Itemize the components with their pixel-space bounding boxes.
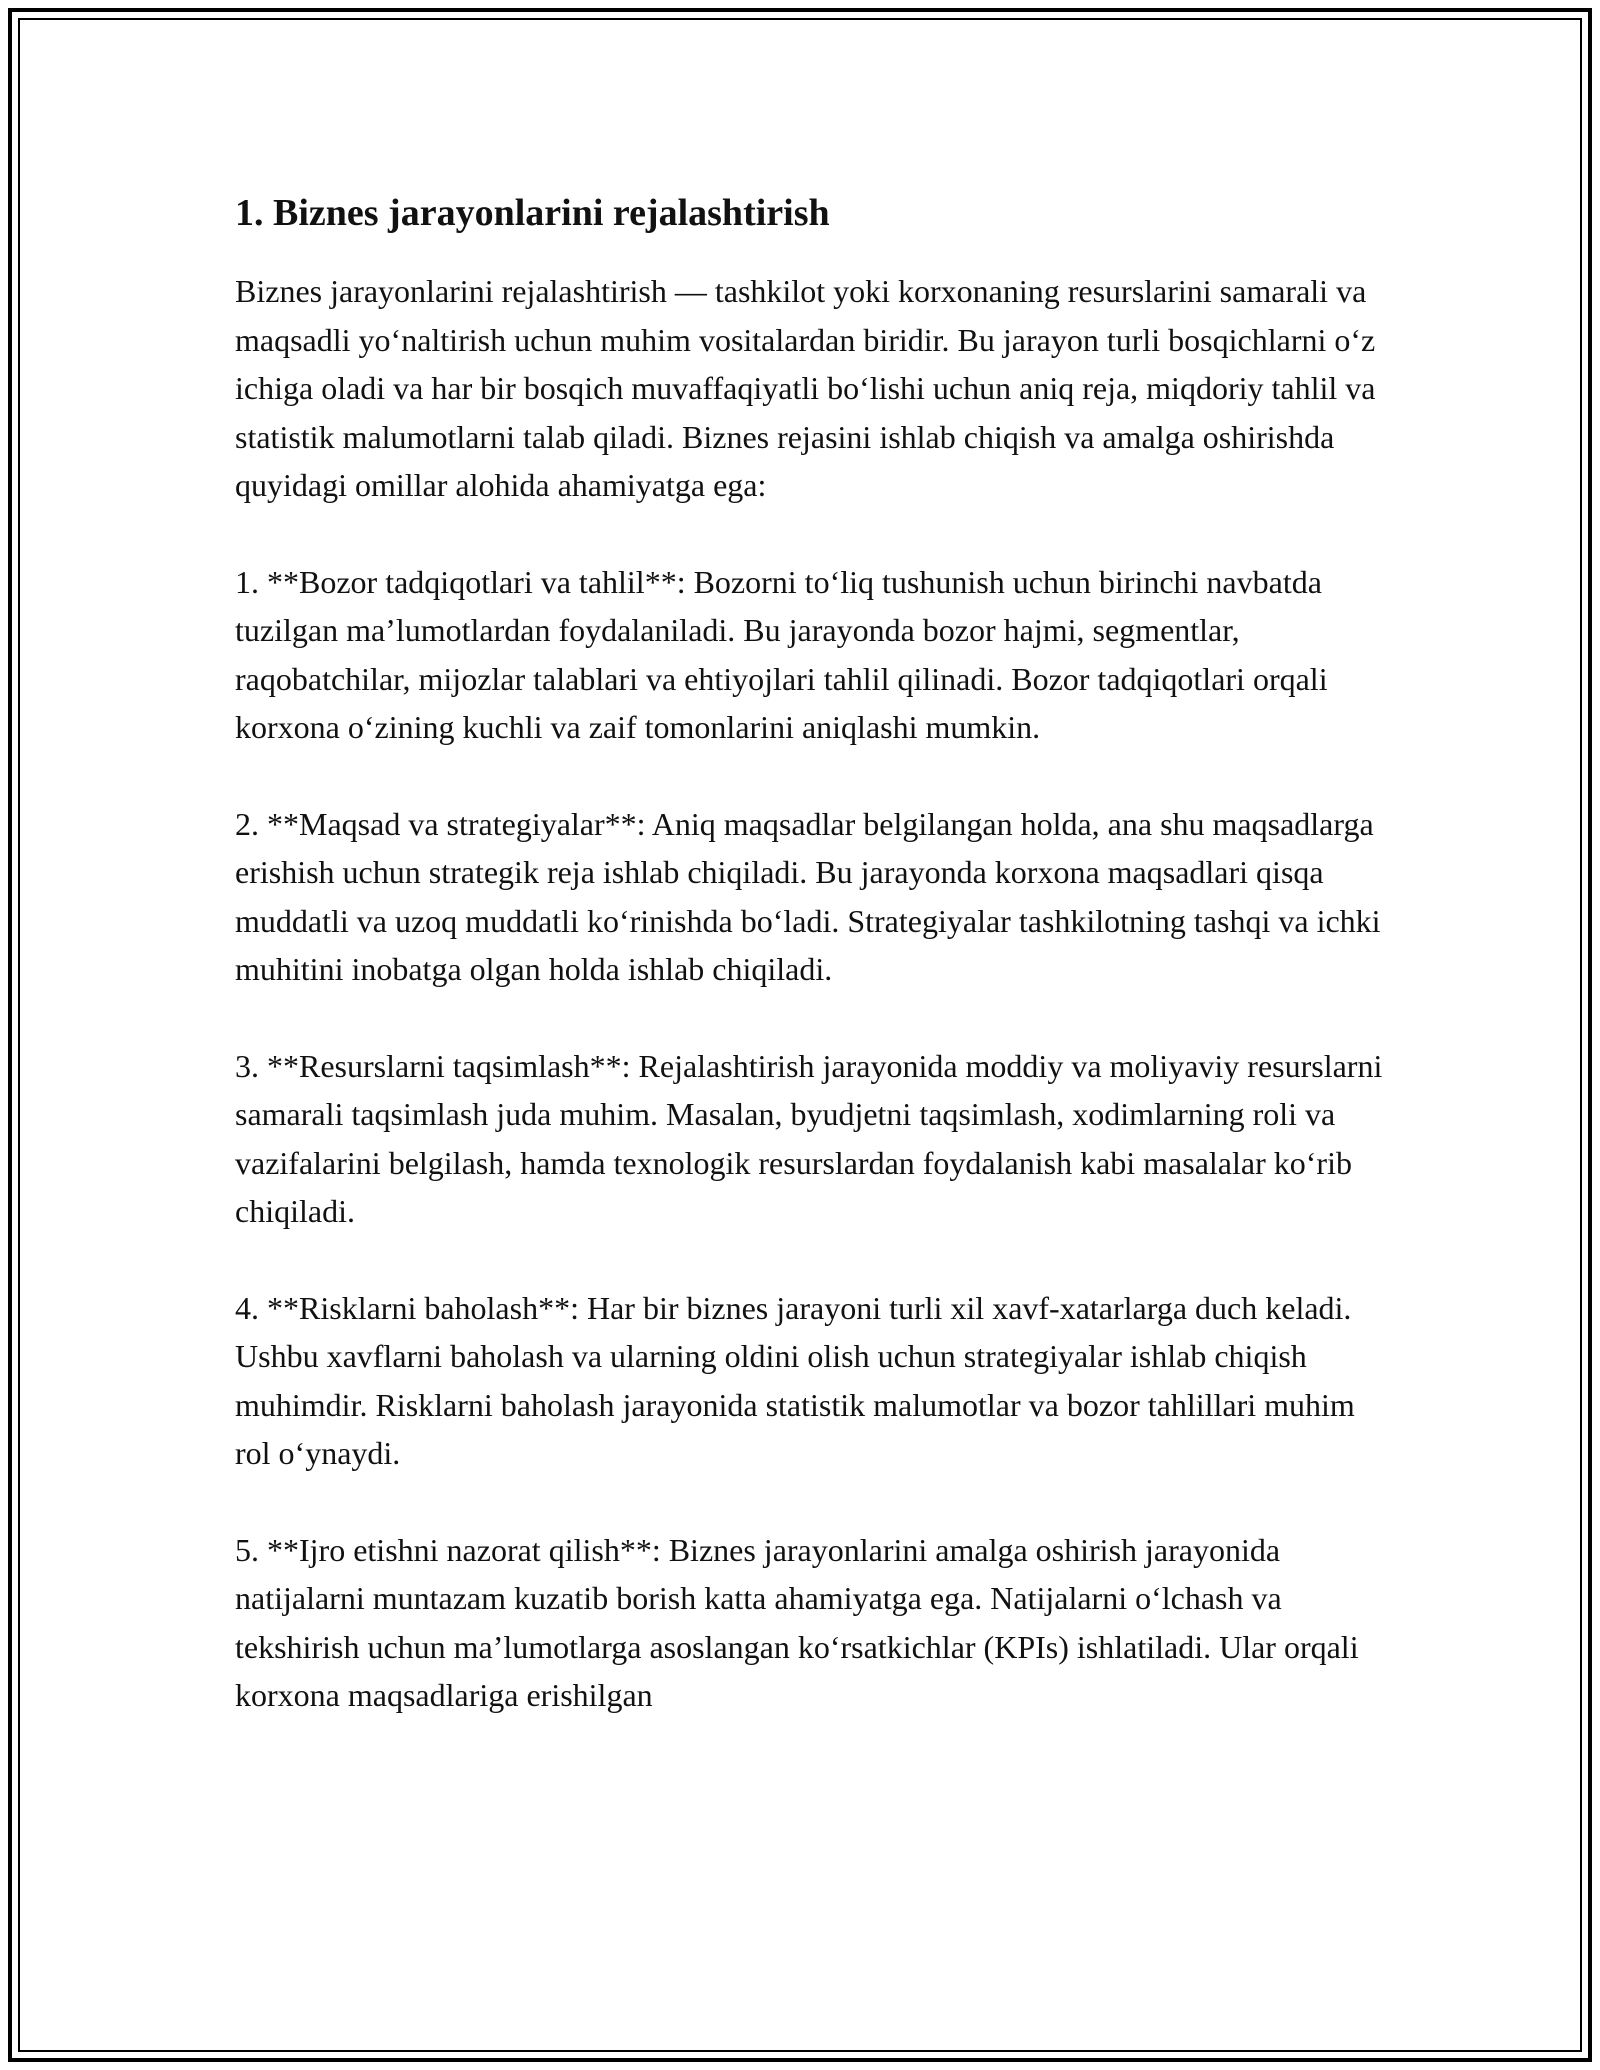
list-item-execution-control: 5. **Ijro etishni nazorat qilish**: Biznes jarayonlarini amalga oshirish jarayonida natijalarni muntazam kuzatib borish katta ahamiyatga ega. Natijalarni oʻlchash va tekshirish uchun maʼlumotlarga asoslangan koʻrsatkichlar (KPIs) ishlatiladi. Ular orqali korxona maqsadlariga erishilgan <box>235 1531 1359 1713</box>
list-item-risk-assessment: 4. **Risklarni baholash**: Har bir biznes jarayoni turli xil xavf-xatarlarga duch keladi. Ushbu xavflarni baholash va ularning oldini olish uchun strategiyalar ishlab chiqish muhimdir. Risklarni baholash jarayonida statistik malumotlar va bozor tahlillari muhim rol oʻynaydi. <box>235 1289 1355 1471</box>
list-item-market-research: 1. **Bozor tadqiqotlari va tahlil**: Bozorni toʻliq tushunish uchun birinchi navbatda tuzilgan maʼlumotlardan foydalaniladi. Bu jarayonda bozor hajmi, segmentlar, raqobatchilar, mijozlar talablari va ehtiyojlari tahlil qilinadi. Bozor tadqiqotlari orqali korxona oʻzining kuchli va zaif tomonlarini aniqlashi mumkin. <box>235 563 1328 745</box>
intro-paragraph: Biznes jarayonlarini rejalashtirish — tashkilot yoki korxonaning resurslarini samarali va maqsadli yoʻnaltirish uchun muhim vositalardan biridir. Bu jarayon turli bosqichlarni oʻz ichiga oladi va har bir bosqich muvaffaqiyatli boʻlishi uchun aniq reja, miqdoriy tahlil va statistik malumotlarni talab qiladi. Biznes rejasini ishlab chiqish va amalga oshirishda quyidagi omillar alohida ahamiyatga ega: <box>235 273 1376 503</box>
list-item-resource-allocation: 3. **Resurslarni taqsimlash**: Rejalashtirish jarayonida moddiy va moliyaviy resurslarni samarali taqsimlash juda muhim. Masalan, byudjetni taqsimlash, xodimlarning roli va vazifalarini belgilash, hamda texnologik resurslardan foydalanish kabi masalalar koʻrib chiqiladi. <box>235 1047 1383 1229</box>
list-item-goals-strategies: 2. **Maqsad va strategiyalar**: Aniq maqsadlar belgilangan holda, ana shu maqsadlarga erishish uchun strategik reja ishlab chiqiladi. Bu jarayonda korxona maqsadlari qisqa muddatli va uzoq muddatli koʻrinishda boʻladi. Strategiyalar tashkilotning tashqi va ichki muhitini inobatga olgan holda ishlab chiqiladi. <box>235 805 1381 987</box>
page-title: 1. Biznes jarayonlarini rejalashtirish <box>235 192 830 234</box>
document-body <box>235 185 1385 1720</box>
